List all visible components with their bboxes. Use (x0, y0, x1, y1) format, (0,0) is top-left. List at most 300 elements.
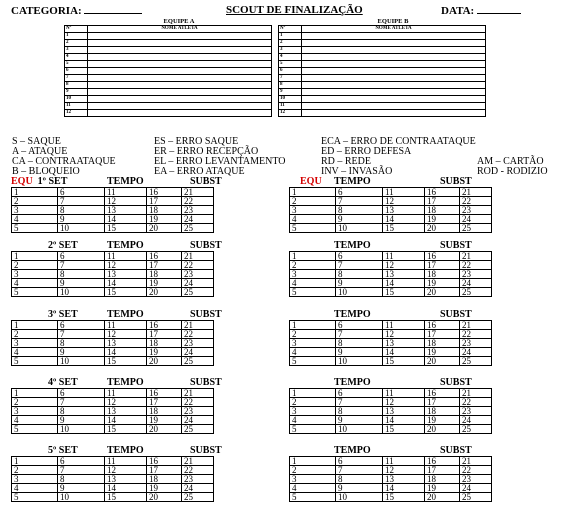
grid-cell[interactable]: 1 (12, 457, 58, 466)
grid-cell[interactable]: 2 (12, 398, 58, 407)
grid-cell[interactable]: 4 (12, 484, 58, 493)
grid-cell[interactable]: 22 (460, 261, 492, 270)
athlete-name-cell[interactable] (302, 89, 486, 96)
grid-cell[interactable]: 19 (147, 416, 182, 425)
grid-cell[interactable]: 2 (12, 197, 58, 206)
grid-cell[interactable]: 11 (383, 389, 425, 398)
categoria-blank[interactable] (84, 4, 142, 14)
grid-cell[interactable]: 20 (425, 425, 460, 434)
grid-cell[interactable]: 7 (58, 466, 105, 475)
grid-cell[interactable]: 15 (105, 224, 147, 233)
legend-item: RD – REDE (321, 156, 371, 167)
grid-cell[interactable]: 6 (336, 457, 383, 466)
grid-cell[interactable]: 10 (58, 224, 105, 233)
categoria-label: CATEGORIA: (11, 5, 82, 17)
grid-cell[interactable]: 7 (336, 466, 383, 475)
data-blank[interactable] (477, 4, 521, 14)
grid-cell[interactable]: 22 (182, 330, 214, 339)
grid-cell[interactable]: 23 (182, 270, 214, 279)
grid-cell[interactable]: 8 (336, 407, 383, 416)
grid-cell[interactable]: 6 (58, 188, 105, 197)
grid-cell[interactable]: 9 (336, 215, 383, 224)
tempo-label: TEMPO (334, 309, 371, 320)
grid-cell[interactable]: 14 (383, 348, 425, 357)
grid-cell[interactable]: 8 (336, 475, 383, 484)
grid-cell[interactable]: 22 (460, 466, 492, 475)
grid-cell[interactable]: 9 (58, 215, 105, 224)
roster-row (279, 33, 486, 40)
grid-cell[interactable]: 7 (336, 197, 383, 206)
grid-cell[interactable]: 7 (336, 261, 383, 270)
grid-cell[interactable]: 18 (147, 407, 182, 416)
grid-cell[interactable]: 13 (383, 407, 425, 416)
grid-cell[interactable]: 21 (460, 188, 492, 197)
grid-cell[interactable]: 12 (383, 261, 425, 270)
athlete-name-cell[interactable] (302, 54, 486, 61)
grid-cell[interactable]: 10 (336, 288, 383, 297)
grid-cell[interactable]: 17 (147, 398, 182, 407)
grid-cell[interactable]: 11 (105, 389, 147, 398)
grid-cell[interactable]: 12 (383, 398, 425, 407)
grid-cell[interactable]: 23 (460, 407, 492, 416)
athlete-name-cell[interactable] (302, 103, 486, 110)
grid-cell[interactable]: 5 (290, 425, 336, 434)
grid-cell[interactable]: 5 (12, 288, 58, 297)
grid-cell[interactable]: 20 (425, 288, 460, 297)
athlete-name-cell[interactable] (88, 82, 272, 89)
grid-cell[interactable]: 15 (105, 357, 147, 366)
grid-cell[interactable]: 15 (383, 425, 425, 434)
grid-cell[interactable]: 5 (12, 493, 58, 502)
grid-cell[interactable]: 5 (290, 357, 336, 366)
grid-cell[interactable]: 17 (425, 398, 460, 407)
grid-cell[interactable]: 11 (383, 457, 425, 466)
grid-cell[interactable]: 12 (105, 398, 147, 407)
grid-cell[interactable]: 14 (105, 279, 147, 288)
grid-cell[interactable]: 15 (383, 288, 425, 297)
grid-cell[interactable]: 24 (460, 215, 492, 224)
athlete-name-cell[interactable] (302, 68, 486, 75)
grid-cell[interactable]: 7 (58, 261, 105, 270)
grid-cell[interactable]: 24 (182, 279, 214, 288)
grid-cell[interactable]: 24 (460, 348, 492, 357)
grid-cell[interactable]: 21 (182, 252, 214, 261)
grid-cell[interactable]: 17 (425, 261, 460, 270)
grid-cell[interactable]: 8 (58, 339, 105, 348)
athlete-name-cell[interactable] (302, 40, 486, 47)
grid-cell[interactable]: 10 (58, 288, 105, 297)
athlete-name-cell[interactable] (88, 110, 272, 117)
athlete-name-cell[interactable] (88, 89, 272, 96)
grid-cell[interactable]: 25 (182, 288, 214, 297)
grid-cell[interactable]: 12 (383, 466, 425, 475)
grid-cell[interactable]: 11 (383, 252, 425, 261)
athlete-name-cell[interactable] (88, 40, 272, 47)
grid-cell[interactable]: 11 (105, 252, 147, 261)
set-grid-team-a (11, 320, 214, 366)
grid-cell[interactable]: 24 (182, 348, 214, 357)
grid-cell[interactable]: 13 (105, 206, 147, 215)
grid-cell[interactable]: 20 (425, 493, 460, 502)
row-number: 11 (279, 103, 302, 110)
data-field (441, 4, 521, 17)
grid-cell[interactable]: 24 (182, 215, 214, 224)
grid-cell[interactable]: 8 (58, 206, 105, 215)
grid-cell[interactable]: 20 (147, 425, 182, 434)
grid-cell[interactable]: 1 (290, 457, 336, 466)
grid-cell[interactable]: 9 (336, 416, 383, 425)
grid-cell[interactable]: 3 (12, 270, 58, 279)
grid-cell[interactable]: 15 (105, 425, 147, 434)
name-header: NOME ATLETA (302, 26, 486, 33)
grid-cell[interactable]: 23 (182, 475, 214, 484)
grid-cell[interactable]: 8 (336, 270, 383, 279)
grid-cell[interactable]: 15 (105, 288, 147, 297)
athlete-name-cell[interactable] (302, 47, 486, 54)
grid-cell[interactable]: 21 (460, 321, 492, 330)
grid-cell[interactable]: 18 (147, 339, 182, 348)
grid-cell[interactable]: 6 (58, 321, 105, 330)
grid-cell[interactable]: 17 (147, 466, 182, 475)
athlete-name-cell[interactable] (302, 75, 486, 82)
grid-cell[interactable]: 21 (460, 252, 492, 261)
grid-cell[interactable]: 6 (58, 252, 105, 261)
row-number: 10 (279, 96, 302, 103)
grid-cell[interactable]: 25 (460, 493, 492, 502)
grid-cell[interactable]: 25 (182, 224, 214, 233)
legend-item: ER – ERRO RECEPÇÃO (154, 146, 259, 157)
athlete-name-cell[interactable] (302, 110, 486, 117)
grid-cell[interactable]: 4 (12, 215, 58, 224)
grid-cell[interactable]: 20 (147, 224, 182, 233)
roster-row (279, 47, 486, 54)
grid-cell[interactable]: 6 (336, 321, 383, 330)
row-number: 1 (65, 33, 88, 40)
grid-cell[interactable]: 10 (336, 357, 383, 366)
tempo-label: TEMPO (334, 445, 371, 456)
grid-cell[interactable]: 9 (58, 484, 105, 493)
grid-cell[interactable]: 5 (290, 224, 336, 233)
grid-row (290, 224, 492, 233)
grid-cell[interactable]: 24 (182, 416, 214, 425)
grid-cell[interactable]: 17 (425, 330, 460, 339)
grid-cell[interactable]: 11 (383, 188, 425, 197)
grid-cell[interactable]: 1 (12, 321, 58, 330)
athlete-name-cell[interactable] (88, 96, 272, 103)
athlete-name-cell[interactable] (88, 75, 272, 82)
grid-cell[interactable]: 16 (147, 457, 182, 466)
grid-cell[interactable]: 17 (425, 466, 460, 475)
grid-cell[interactable]: 23 (182, 206, 214, 215)
grid-cell[interactable]: 13 (105, 270, 147, 279)
grid-cell[interactable]: 1 (12, 188, 58, 197)
roster-row (279, 103, 486, 110)
grid-cell[interactable]: 19 (147, 215, 182, 224)
grid-cell[interactable]: 18 (147, 206, 182, 215)
athlete-name-cell[interactable] (88, 103, 272, 110)
grid-cell[interactable]: 21 (460, 457, 492, 466)
grid-cell[interactable]: 8 (58, 475, 105, 484)
grid-cell[interactable]: 22 (182, 261, 214, 270)
grid-cell[interactable]: 16 (147, 321, 182, 330)
athlete-name-cell[interactable] (88, 33, 272, 40)
grid-cell[interactable]: 2 (12, 466, 58, 475)
grid-cell[interactable]: 4 (290, 416, 336, 425)
grid-cell[interactable]: 12 (383, 330, 425, 339)
grid-cell[interactable]: 6 (336, 252, 383, 261)
grid-cell[interactable]: 16 (425, 252, 460, 261)
grid-cell[interactable]: 2 (290, 197, 336, 206)
grid-cell[interactable]: 14 (105, 348, 147, 357)
grid-cell[interactable]: 20 (147, 288, 182, 297)
grid-cell[interactable]: 18 (425, 407, 460, 416)
grid-cell[interactable]: 20 (425, 357, 460, 366)
grid-cell[interactable]: 10 (336, 224, 383, 233)
grid-cell[interactable]: 13 (383, 270, 425, 279)
grid-cell[interactable]: 22 (182, 398, 214, 407)
athlete-name-cell[interactable] (302, 61, 486, 68)
grid-cell[interactable]: 20 (425, 224, 460, 233)
roster-row (65, 68, 272, 75)
grid-cell[interactable]: 4 (290, 484, 336, 493)
grid-cell[interactable]: 17 (147, 261, 182, 270)
grid-cell[interactable]: 15 (383, 357, 425, 366)
athlete-name-cell[interactable] (88, 54, 272, 61)
grid-cell[interactable]: 16 (425, 188, 460, 197)
grid-cell[interactable]: 7 (58, 197, 105, 206)
grid-cell[interactable]: 2 (290, 330, 336, 339)
grid-cell[interactable]: 19 (425, 279, 460, 288)
grid-cell[interactable]: 12 (383, 197, 425, 206)
grid-cell[interactable]: 18 (147, 270, 182, 279)
grid-cell[interactable]: 1 (290, 321, 336, 330)
grid-cell[interactable]: 14 (105, 215, 147, 224)
grid-cell[interactable]: 6 (58, 389, 105, 398)
grid-cell[interactable]: 3 (12, 339, 58, 348)
grid-cell[interactable]: 16 (425, 321, 460, 330)
grid-cell[interactable]: 8 (336, 339, 383, 348)
grid-cell[interactable]: 24 (460, 279, 492, 288)
athlete-name-cell[interactable] (88, 47, 272, 54)
grid-cell[interactable]: 1 (12, 389, 58, 398)
grid-cell[interactable]: 15 (105, 493, 147, 502)
athlete-name-cell[interactable] (302, 33, 486, 40)
grid-cell[interactable]: 23 (182, 339, 214, 348)
grid-cell[interactable]: 9 (336, 348, 383, 357)
set-header-team-a (48, 309, 78, 320)
grid-cell[interactable]: 14 (383, 484, 425, 493)
grid-cell[interactable]: 24 (460, 416, 492, 425)
grid-cell[interactable]: 25 (460, 288, 492, 297)
grid-cell[interactable]: 19 (425, 416, 460, 425)
grid-cell[interactable]: 21 (182, 321, 214, 330)
grid-cell[interactable]: 4 (290, 348, 336, 357)
grid-cell[interactable]: 4 (12, 279, 58, 288)
grid-cell[interactable]: 17 (147, 330, 182, 339)
athlete-name-cell[interactable] (302, 96, 486, 103)
grid-cell[interactable]: 16 (147, 389, 182, 398)
grid-cell[interactable]: 3 (290, 206, 336, 215)
grid-cell[interactable]: 25 (460, 224, 492, 233)
legend-item: ECA – ERRO DE CONTRAATAQUE (321, 136, 476, 147)
grid-cell[interactable]: 6 (336, 389, 383, 398)
grid-cell[interactable]: 25 (182, 425, 214, 434)
grid-cell[interactable]: 7 (336, 330, 383, 339)
grid-cell[interactable]: 22 (460, 197, 492, 206)
grid-cell[interactable]: 25 (460, 425, 492, 434)
grid-cell[interactable]: 18 (147, 475, 182, 484)
grid-cell[interactable]: 22 (182, 466, 214, 475)
grid-cell[interactable]: 7 (58, 330, 105, 339)
grid-cell[interactable]: 24 (460, 484, 492, 493)
grid-cell[interactable]: 6 (58, 457, 105, 466)
grid-cell[interactable]: 20 (147, 357, 182, 366)
grid-cell[interactable]: 15 (383, 493, 425, 502)
grid-cell[interactable]: 13 (105, 407, 147, 416)
grid-cell[interactable]: 19 (147, 348, 182, 357)
grid-cell[interactable]: 12 (105, 197, 147, 206)
set-grid-team-a (11, 388, 214, 434)
grid-cell[interactable]: 9 (58, 279, 105, 288)
grid-cell[interactable]: 4 (290, 279, 336, 288)
grid-cell[interactable]: 2 (12, 330, 58, 339)
grid-cell[interactable]: 25 (182, 357, 214, 366)
grid-cell[interactable]: 16 (147, 252, 182, 261)
grid-cell[interactable]: 23 (460, 270, 492, 279)
grid-cell[interactable]: 22 (460, 330, 492, 339)
grid-cell[interactable]: 23 (460, 339, 492, 348)
grid-cell[interactable]: 10 (336, 425, 383, 434)
grid-cell[interactable]: 1 (290, 389, 336, 398)
grid-cell[interactable]: 16 (425, 457, 460, 466)
grid-cell[interactable]: 7 (336, 398, 383, 407)
grid-cell[interactable]: 21 (182, 457, 214, 466)
grid-cell[interactable]: 16 (425, 389, 460, 398)
grid-cell[interactable]: 11 (383, 321, 425, 330)
grid-cell[interactable]: 4 (12, 416, 58, 425)
grid-cell[interactable]: 21 (460, 389, 492, 398)
grid-cell[interactable]: 1 (12, 252, 58, 261)
grid-cell[interactable]: 19 (425, 348, 460, 357)
grid-row (12, 224, 214, 233)
grid-cell[interactable]: 18 (425, 339, 460, 348)
grid-row (290, 493, 492, 502)
grid-cell[interactable]: 19 (425, 484, 460, 493)
grid-cell[interactable]: 11 (105, 188, 147, 197)
grid-cell[interactable]: 9 (336, 484, 383, 493)
grid-cell[interactable]: 22 (460, 398, 492, 407)
grid-cell[interactable]: 3 (12, 206, 58, 215)
row-number: 6 (65, 68, 88, 75)
grid-cell[interactable]: 21 (182, 188, 214, 197)
grid-cell[interactable]: 9 (336, 279, 383, 288)
grid-cell[interactable]: 3 (290, 339, 336, 348)
grid-cell[interactable]: 10 (58, 425, 105, 434)
grid-cell[interactable]: 23 (460, 475, 492, 484)
grid-cell[interactable]: 2 (290, 398, 336, 407)
grid-cell[interactable]: 17 (425, 197, 460, 206)
grid-cell[interactable]: 5 (12, 425, 58, 434)
tempo-label: TEMPO (107, 445, 144, 456)
grid-cell[interactable]: 13 (383, 475, 425, 484)
grid-cell[interactable]: 5 (290, 493, 336, 502)
grid-cell[interactable]: 25 (460, 357, 492, 366)
grid-cell[interactable]: 5 (12, 224, 58, 233)
grid-cell[interactable]: 18 (425, 270, 460, 279)
athlete-name-cell[interactable] (88, 68, 272, 75)
grid-cell[interactable]: 3 (290, 475, 336, 484)
grid-cell[interactable]: 8 (58, 407, 105, 416)
grid-cell[interactable]: 18 (425, 206, 460, 215)
grid-cell[interactable]: 11 (105, 321, 147, 330)
grid-cell[interactable]: 4 (12, 348, 58, 357)
grid-cell[interactable]: 13 (105, 475, 147, 484)
grid-cell[interactable]: 5 (290, 288, 336, 297)
grid-cell[interactable]: 13 (105, 339, 147, 348)
grid-cell[interactable]: 4 (290, 215, 336, 224)
grid-cell[interactable]: 9 (58, 348, 105, 357)
grid-cell[interactable]: 3 (290, 407, 336, 416)
grid-cell[interactable]: 10 (58, 493, 105, 502)
grid-cell[interactable]: 8 (336, 206, 383, 215)
grid-cell[interactable]: 19 (425, 215, 460, 224)
grid-cell[interactable]: 15 (383, 224, 425, 233)
grid-cell[interactable]: 1 (290, 188, 336, 197)
grid-cell[interactable]: 3 (12, 475, 58, 484)
grid-cell[interactable]: 2 (12, 261, 58, 270)
grid-cell[interactable]: 14 (105, 484, 147, 493)
grid-cell[interactable]: 16 (147, 188, 182, 197)
grid-cell[interactable]: 1 (290, 252, 336, 261)
grid-cell[interactable]: 8 (58, 270, 105, 279)
grid-cell[interactable]: 14 (383, 215, 425, 224)
grid-cell[interactable]: 14 (383, 279, 425, 288)
grid-cell[interactable]: 2 (290, 466, 336, 475)
grid-cell[interactable]: 25 (182, 493, 214, 502)
grid-cell[interactable]: 7 (58, 398, 105, 407)
athlete-name-cell[interactable] (302, 82, 486, 89)
grid-cell[interactable]: 19 (147, 279, 182, 288)
grid-cell[interactable]: 17 (147, 197, 182, 206)
athlete-name-cell[interactable] (88, 61, 272, 68)
grid-cell[interactable]: 10 (58, 357, 105, 366)
grid-cell[interactable]: 2 (290, 261, 336, 270)
name-header: NOME ATLETA (88, 26, 272, 33)
grid-cell[interactable]: 23 (460, 206, 492, 215)
grid-cell[interactable]: 11 (105, 457, 147, 466)
grid-cell[interactable]: 23 (182, 407, 214, 416)
grid-cell[interactable]: 24 (182, 484, 214, 493)
grid-cell[interactable]: 9 (58, 416, 105, 425)
grid-cell[interactable]: 6 (336, 188, 383, 197)
grid-cell[interactable]: 19 (147, 484, 182, 493)
grid-cell[interactable]: 18 (425, 475, 460, 484)
grid-cell[interactable]: 14 (105, 416, 147, 425)
grid-cell[interactable]: 12 (105, 261, 147, 270)
grid-cell[interactable]: 3 (290, 270, 336, 279)
grid-cell[interactable]: 12 (105, 466, 147, 475)
grid-cell[interactable]: 13 (383, 206, 425, 215)
grid-cell[interactable]: 12 (105, 330, 147, 339)
grid-cell[interactable]: 21 (182, 389, 214, 398)
grid-cell[interactable]: 5 (12, 357, 58, 366)
grid-cell[interactable]: 20 (147, 493, 182, 502)
grid-cell[interactable]: 22 (182, 197, 214, 206)
grid-cell[interactable]: 3 (12, 407, 58, 416)
grid-cell[interactable]: 10 (336, 493, 383, 502)
grid-cell[interactable]: 14 (383, 416, 425, 425)
grid-cell[interactable]: 13 (383, 339, 425, 348)
